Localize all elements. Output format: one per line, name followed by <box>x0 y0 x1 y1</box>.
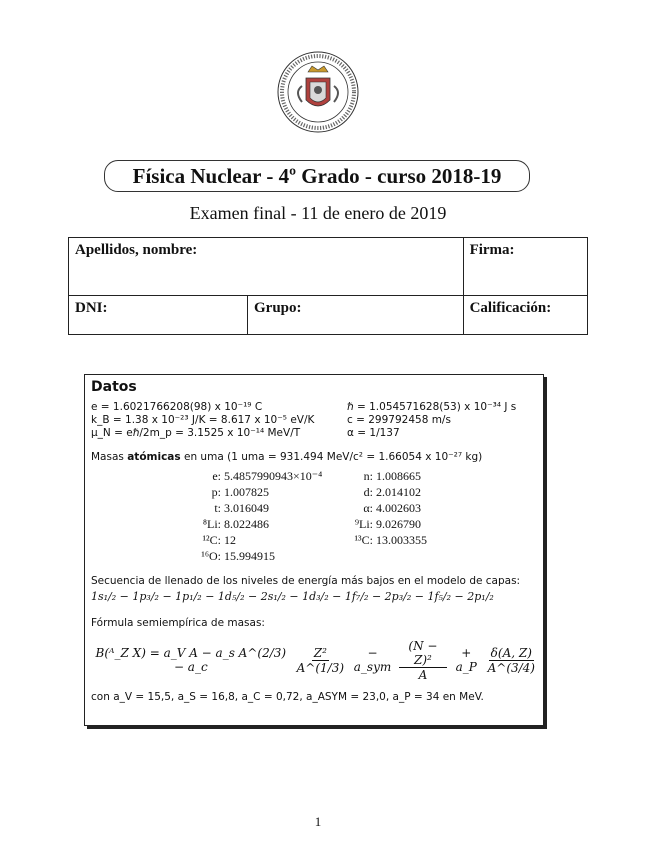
masses-header <box>91 451 537 463</box>
formula-coefficients: con a_V = 15,5, a_S = 16,8, a_C = 0,72, a_ASYM = 23,0, a_P = 34 en MeV. <box>91 691 484 703</box>
asymmetry-numerator: (N − Z)² <box>399 639 447 668</box>
constant-fine-structure: α = 1/137 <box>347 427 400 439</box>
mass-label: n: <box>363 469 373 483</box>
grade-field[interactable] <box>463 296 587 335</box>
masses-suffix: en uma (1 uma = 931.494 MeV/c² = 1.66054 x 10⁻²⁷ kg) <box>183 451 483 463</box>
mass-value: 1.007825 <box>224 485 269 499</box>
mass-label: e: <box>212 469 221 483</box>
grade-label: Calificación: <box>469 300 552 316</box>
mass-value: 12 <box>224 533 236 547</box>
mass-label: ¹⁶O: <box>201 549 221 563</box>
masses-grid <box>191 469 537 564</box>
mass-value: 5.4857990943×10⁻⁴ <box>224 469 323 483</box>
constant-boltzmann: k_B = 1.38 x 10⁻²³ J/K = 8.617 x 10⁻⁵ eV/K <box>91 414 315 426</box>
mass-label: ⁸Li: <box>202 517 221 531</box>
pairing-numerator: δ(A, Z) <box>490 645 532 660</box>
signature-label: Firma: <box>469 242 515 258</box>
title-text: Física Nuclear - 4º Grado - curso 2018-19 <box>132 163 502 188</box>
mass-item <box>343 485 537 500</box>
pairing-fraction <box>486 646 537 675</box>
student-id-table <box>68 237 588 335</box>
formula-lhs: B(ᴬ_Z X) = a_V A − a_s A^(2/3) − a_c <box>95 646 287 674</box>
masses-bold: atómicas <box>127 451 181 463</box>
mass-value: 13.003355 <box>376 533 427 547</box>
mass-item <box>343 501 537 516</box>
mass-item <box>191 501 343 516</box>
coulomb-denominator: A^(1/3) <box>296 660 345 675</box>
data-box <box>84 374 544 726</box>
mass-label: α: <box>363 501 373 515</box>
asymmetry-fraction <box>399 639 447 682</box>
mass-item <box>191 549 343 564</box>
mass-item <box>191 517 343 532</box>
mass-label: ¹²C: <box>202 533 221 547</box>
asymmetry-denominator: A <box>418 667 428 682</box>
dni-field[interactable] <box>69 296 248 335</box>
mass-item <box>343 517 537 532</box>
data-box-title: Datos <box>91 379 137 395</box>
group-field[interactable] <box>248 296 464 335</box>
mass-item <box>191 469 343 484</box>
mass-value: 2.014102 <box>376 485 421 499</box>
constant-hbar: ℏ = 1.054571628(53) x 10⁻³⁴ J s <box>347 401 517 413</box>
constant-nuclear-magneton: μ_N = eℏ/2m_p = 3.1525 x 10⁻¹⁴ MeV/T <box>91 427 301 439</box>
semi-empirical-intro: Fórmula semiempírica de masas: <box>91 617 265 629</box>
pairing-denominator: A^(3/4) <box>487 660 535 675</box>
mass-item <box>191 485 343 500</box>
mass-value: 8.022486 <box>224 517 269 531</box>
exam-subtitle: Examen final - 11 de enero de 2019 <box>189 203 447 223</box>
asymmetry-prefix: − a_sym <box>353 646 392 674</box>
shell-sequence: 1s₁/₂ − 1p₃/₂ − 1p₁/₂ − 1d₅/₂ − 2s₁/₂ − 1d₃/₂ − 1f₇/₂ − 2p₃/₂ − 1f₅/₂ − 2p₁/₂ <box>91 590 494 603</box>
mass-value: 4.002603 <box>376 501 421 515</box>
mass-item <box>343 533 537 548</box>
mass-value: 15.994915 <box>224 549 275 563</box>
sequence-intro: Secuencia de llenado de los niveles de energía más bajos en el modelo de capas: <box>91 575 521 587</box>
mass-label: ¹³C: <box>354 533 373 547</box>
mass-label: t: <box>214 501 221 515</box>
coulomb-fraction <box>295 646 346 675</box>
masses-prefix: Masas <box>91 451 124 463</box>
name-field[interactable] <box>69 238 464 296</box>
university-seal-icon <box>276 48 360 136</box>
constants-grid <box>91 401 537 439</box>
group-label: Grupo: <box>254 300 302 316</box>
constant-light-speed: c = 299792458 m/s <box>347 414 451 426</box>
signature-field[interactable] <box>463 238 587 296</box>
mass-value: 1.008665 <box>376 469 421 483</box>
page-title <box>104 160 530 192</box>
mass-label: d: <box>363 485 373 499</box>
constant-charge: e = 1.6021766208(98) x 10⁻¹⁹ C <box>91 401 263 413</box>
page-number: 1 <box>314 814 322 829</box>
mass-label: p: <box>211 485 221 499</box>
mass-value: 9.026790 <box>376 517 421 531</box>
coulomb-numerator: Z² <box>313 645 327 660</box>
mass-item <box>343 469 537 484</box>
mass-item <box>191 533 343 548</box>
dni-label: DNI: <box>75 300 108 316</box>
name-label: Apellidos, nombre: <box>75 242 198 258</box>
pairing-prefix: + a_P <box>455 646 477 674</box>
mass-label: ⁹Li: <box>354 517 373 531</box>
mass-value: 3.016049 <box>224 501 269 515</box>
semi-empirical-formula <box>91 637 537 683</box>
